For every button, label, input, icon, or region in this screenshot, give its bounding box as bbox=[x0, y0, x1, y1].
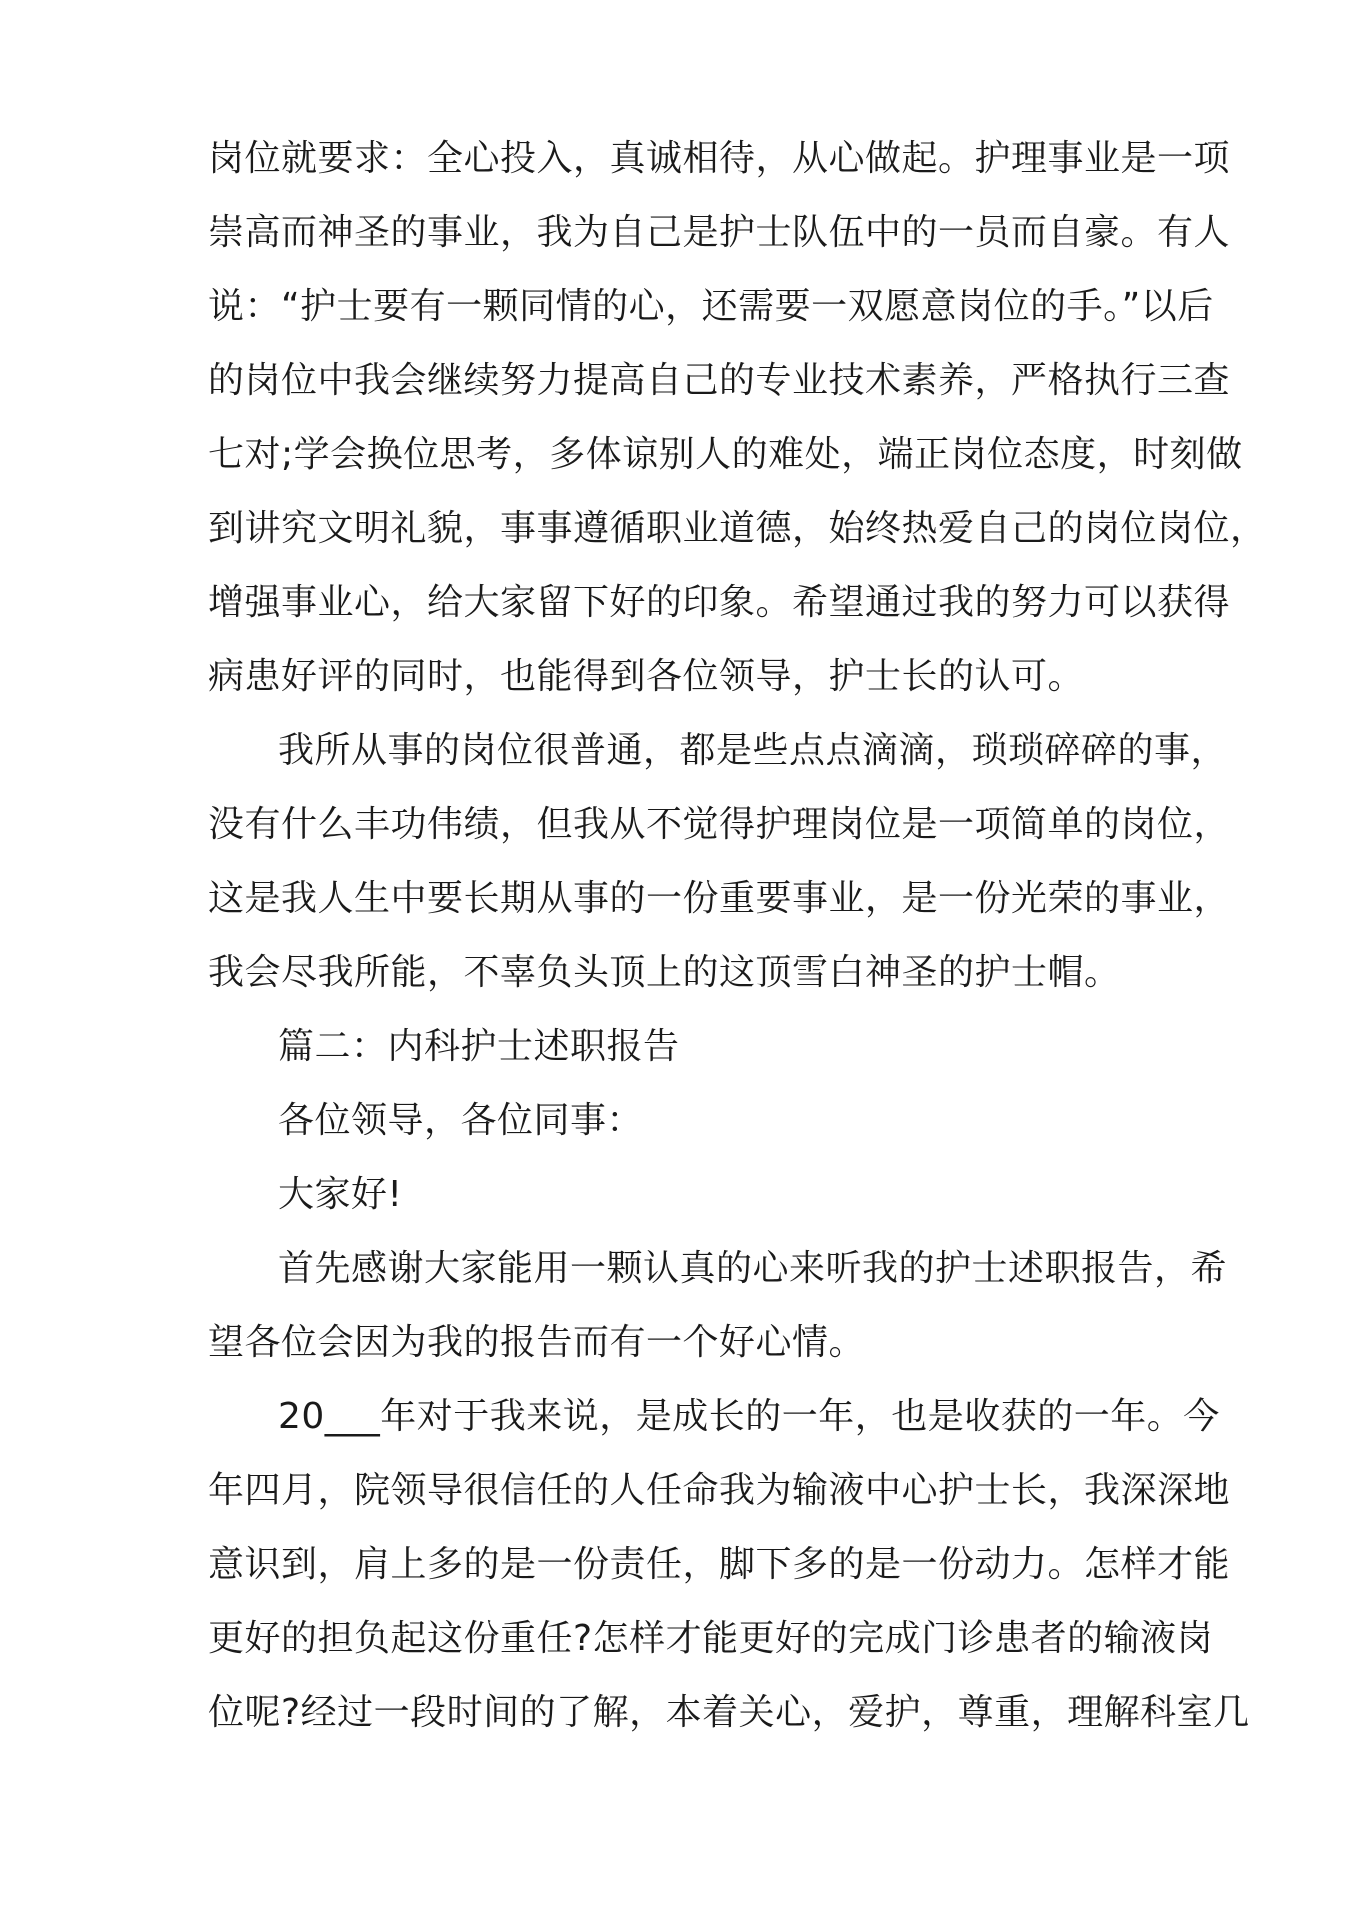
text-line: 我会尽我所能，不辜负头顶上的这顶雪白神圣的护士帽。 bbox=[208, 952, 1121, 993]
text-line: 说：“护士要有一颗同情的心，还需要一双愿意岗位的手。”以后 bbox=[208, 286, 1214, 327]
text-line: 病患好评的同时，也能得到各位领导，护士长的认可。 bbox=[208, 656, 1085, 697]
salutation: 各位领导，各位同事： bbox=[278, 1100, 644, 1141]
greeting: 大家好! bbox=[278, 1174, 403, 1215]
text-line: 的岗位中我会继续努力提高自己的专业技术素养，严格执行三查 bbox=[208, 360, 1231, 401]
text-line: 崇高而神圣的事业，我为自己是护士队伍中的一员而自豪。有人 bbox=[208, 212, 1231, 253]
section-heading: 篇二：内科护士述职报告 bbox=[278, 1026, 680, 1067]
text-line: 意识到，肩上多的是一份责任，脚下多的是一份动力。怎样才能 bbox=[208, 1544, 1231, 1585]
text-line: 这是我人生中要长期从事的一份重要事业，是一份光荣的事业， bbox=[208, 878, 1231, 919]
text-line: 到讲究文明礼貌，事事遵循职业道德，始终热爱自己的岗位岗位， bbox=[208, 508, 1267, 549]
text-line: 没有什么丰功伟绩，但我从不觉得护理岗位是一项简单的岗位， bbox=[208, 804, 1231, 845]
text-line: 七对;学会换位思考，多体谅别人的难处，端正岗位态度，时刻做 bbox=[208, 434, 1243, 475]
text-line: 位呢?经过一段时间的了解，本着关心，爱护，尊重，理解科室几 bbox=[208, 1692, 1250, 1733]
text-line: 望各位会因为我的报告而有一个好心情。 bbox=[208, 1322, 866, 1363]
paragraph-start-line: 首先感谢大家能用一颗认真的心来听我的护士述职报告，希 bbox=[278, 1248, 1228, 1289]
text-line: 更好的担负起这份重任?怎样才能更好的完成门诊患者的输液岗 bbox=[208, 1618, 1214, 1659]
text-line: 岗位就要求：全心投入，真诚相待，从心做起。护理事业是一项 bbox=[208, 138, 1231, 179]
text-line: 年四月，院领导很信任的人任命我为输液中心护士长，我深深地 bbox=[208, 1470, 1231, 1511]
paragraph-start-line: 我所从事的岗位很普通，都是些点点滴滴，琐琐碎碎的事， bbox=[278, 730, 1228, 771]
text-line: 增强事业心，给大家留下好的印象。希望通过我的努力可以获得 bbox=[208, 582, 1231, 623]
document-body bbox=[208, 122, 1267, 1750]
paragraph-start-line: 20___年对于我来说，是成长的一年，也是收获的一年。今 bbox=[278, 1396, 1220, 1437]
